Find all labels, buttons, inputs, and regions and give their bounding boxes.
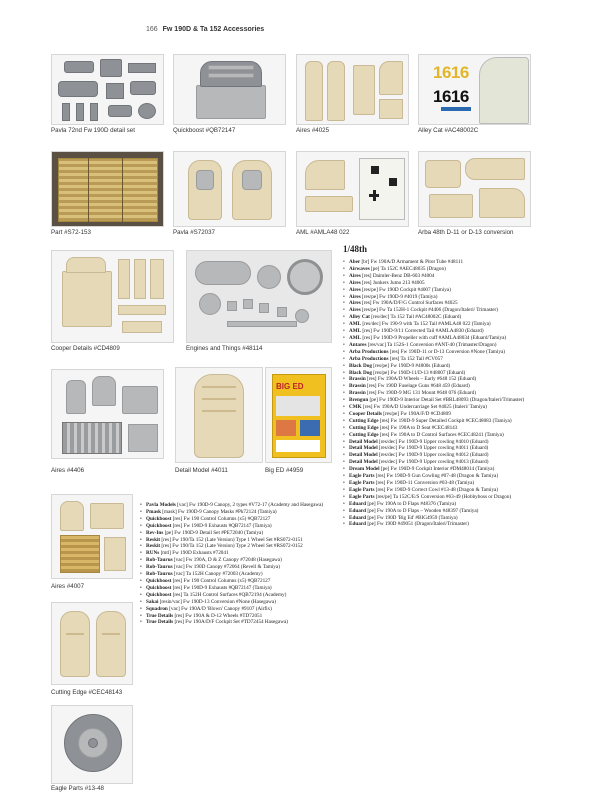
list-item-text: [res] Fw 190 Control Columns (x5) #QB72127 [171, 577, 271, 584]
list-item-text: [res/dec] Fw 190-9 with Ta 152 Tail #AMLA48 022 (Tamiya) [361, 321, 491, 328]
list-item [140, 530, 336, 537]
photo-part-s72-153 [51, 151, 164, 227]
list-item-text: [pe] Fw 190A to D Flaps – Wooden #48397 (Tamiya) [366, 507, 479, 514]
list-item-text: [vac] Fw 190D Canopy #72064 (Revell & Tamiya) [172, 564, 280, 571]
list-item [343, 501, 553, 508]
list-item [343, 273, 553, 280]
list-item [343, 397, 553, 404]
list-item-text: [res/dec] Ta 152 Tail #AC48002C (Eduard) [369, 314, 462, 321]
list-item-maker: Airwaves [349, 265, 370, 272]
list-item [140, 619, 336, 626]
list-item-text: [vac] Fw 190A, D & Z Canopy #72048 (Hasegawa) [172, 557, 282, 564]
list-item-maker: Pmask [146, 508, 161, 515]
photo-caption: Eagle Parts #13-48 [51, 785, 104, 792]
page-number: 166 [146, 26, 158, 33]
list-item-maker: Detail Model [349, 445, 378, 452]
list-item-text: [res] Fw 190D-9 Exhausts #QB72147 (Tamiya) [171, 584, 272, 591]
product-list-right [343, 259, 553, 528]
list-item-maker: Arba Productions [349, 348, 389, 355]
list-item [343, 335, 553, 342]
page-title: Fw 190D & Ta 152 Accessories [162, 26, 265, 33]
list-item-maker: Cooper Details [349, 410, 382, 417]
list-item-text: [res] Ta 152 Tail #CV057 [388, 355, 443, 362]
list-item-text: [res] Fw 190D-11 or D-13 Conversion #None (Tamiya) [388, 348, 505, 355]
list-item [343, 425, 553, 432]
list-item-text: [res/pe] Fw 190D-11/D-13 #48007 (Eduard) [371, 369, 466, 376]
photo-cutting-edge-48143 [51, 602, 133, 685]
list-item-maker: Reskit [146, 543, 161, 550]
list-item-maker: Cutting Edge [349, 424, 379, 431]
list-item-maker: Brassin [349, 390, 366, 397]
list-item [343, 418, 553, 425]
decal-number-bottom: 1616 [433, 87, 469, 106]
photo-aires-4406 [51, 369, 164, 459]
list-item-text: [res/dec] Fw 190D-9 Upper cowling #4013 (Eduard) [377, 459, 489, 466]
list-item-maker: Aires [349, 300, 361, 307]
list-item-maker: AML [349, 334, 362, 341]
list-item-text: [pe] Fw 190D #49051 (Dragon/Italeri/Trimaster) [366, 521, 469, 528]
list-item-text: [res] Fw 190D-9/11 Corrected Tail #AMLA4830 (Eduard) [361, 328, 484, 335]
list-item-maker: Eduard [349, 500, 367, 507]
photo-caption: Alley Cat #AC48002C [418, 127, 479, 134]
list-item-text: [res] Fw 190A & D-12 Wheels #TD72051 [173, 612, 263, 619]
list-item [140, 606, 336, 613]
list-item-text: [res] Fw 190D-9 Super Detailed Cockpit #CEC48083 (Tamiya) [378, 417, 512, 424]
photo-caption: Aires #4406 [51, 467, 85, 474]
photo-caption: Pavla 72nd Fw 190D detail set [51, 127, 135, 134]
photo-pavla-72nd [51, 54, 164, 125]
list-item-maker: Black Dog [349, 362, 372, 369]
list-item-text: [pe] Fw 190D-9 Interior Detail Set #BRL48093 (Dragon/Italeri/Trimaster) [368, 397, 525, 404]
list-item [343, 328, 553, 335]
list-item [140, 509, 336, 516]
list-item-maker: Brengun [349, 397, 369, 404]
photo-arba-48th [418, 151, 531, 227]
list-item [140, 502, 336, 509]
photo-big-ed-4959 [265, 367, 332, 463]
list-item-maker: True Details [146, 612, 174, 619]
decal-number-top: 1616 [433, 63, 469, 82]
list-item [140, 523, 336, 530]
photo-cooper-details [51, 250, 174, 343]
list-item-text: [res] Ta 152H Control Surfaces #QB72194 (Academy) [171, 591, 287, 598]
list-item-text: [res] Fw 190D-11 Conversion #03-48 (Tamiya) [374, 480, 475, 486]
list-item-text: [resin/vac] Fw 190D-13 Conversion #None (Hasegawa) [158, 598, 276, 605]
photo-caption: Aires #4025 [296, 127, 330, 134]
list-item [343, 411, 553, 418]
list-item-maker: Antares [349, 341, 367, 348]
list-item-maker: Brassin [349, 383, 366, 390]
list-item-text: [res/pe] Fw 190D-9 #4800s (Eduard) [371, 362, 451, 369]
list-item-maker: RUNs [146, 550, 160, 557]
photo-caption: Quickboost #QB72147 [173, 127, 236, 134]
list-item-text: [res/pe] Ta 152C/E/S Conversion #63-49 (Hobbyboss or Dragon) [374, 493, 512, 500]
list-item-maker: Cutting Edge [349, 431, 379, 438]
list-item-text: [res/pe] Fw Ta 152H-1 Cockpit #4406 (Dragon/Italeri/ Trimaster) [360, 307, 498, 314]
list-item-text: [res] Fw 190/Ta 152 (Late Version) Type 1 Wheel Set #RS072-0151 [160, 536, 303, 543]
photo-caption: Arba 48th D-11 or D-13 conversion [418, 229, 514, 236]
list-item [343, 521, 553, 528]
list-item-maker: True Details [146, 619, 174, 626]
photo-aires-4025 [296, 54, 409, 125]
list-item [343, 508, 553, 515]
list-item-text: [res/pe] Fw 190D-9 #4019 (Tamiya) [360, 293, 438, 300]
list-item [343, 494, 553, 501]
list-item-maker: Quickboost [146, 577, 172, 584]
list-item-maker: Aires [349, 279, 361, 286]
list-item-maker: Alley Cat [349, 314, 370, 321]
list-item-text: [res/dec] Fw 190D-9 Upper cowling #4012 (Eduard) [377, 452, 489, 459]
list-item-maker: Arba Productions [349, 355, 389, 362]
list-item-text: [res] Junkers Jumo 213 #4005 [360, 279, 425, 286]
photo-eagle-parts-13-48 [51, 705, 133, 784]
list-item-maker: Detail Model [349, 452, 378, 459]
list-item-maker: Eagle Parts [349, 493, 375, 500]
list-item-text: [res/dec] Fw 190D-9 Upper cowling #4011 (Eduard) [377, 445, 489, 452]
photo-alley-cat [418, 54, 531, 125]
list-item-maker: Dream Model [349, 466, 380, 473]
list-item-text: [res] Fw 190 Control Columns (x5) #QB72127 [171, 515, 271, 522]
list-item-maker: Eduard [349, 507, 367, 514]
list-item-maker: Sakai [146, 598, 159, 605]
list-item [343, 342, 553, 349]
list-item [140, 585, 336, 592]
list-item [343, 259, 553, 266]
list-item-maker: Aires [349, 286, 361, 293]
list-item-maker: Aber [349, 259, 361, 265]
list-item [140, 543, 336, 550]
list-item [343, 287, 553, 294]
list-item-text: [mask] Fw 190D-9 Canopy Masks #Pk72124 (Tamiya) [161, 508, 277, 515]
list-item-text: [res/pe] Fw 190A/F/D #CD4809 [381, 410, 451, 417]
list-item-maker: Quickboost [146, 584, 172, 591]
list-item [140, 516, 336, 523]
list-item-maker: Rob-Taurus [146, 564, 173, 571]
list-item-maker: Eagle Parts [349, 486, 375, 493]
list-item-text: [res] Daimler-Benz DB-603 #4004 [360, 272, 435, 279]
list-item-text: [res] Fw 190D-9 Exhausts #QB72147 (Tamiya) [171, 522, 272, 529]
list-item [343, 356, 553, 363]
photo-aires-4007 [51, 494, 133, 579]
list-item [140, 592, 336, 599]
photo-caption: Cooper Details #CD4809 [51, 345, 120, 352]
list-item [343, 266, 553, 273]
list-item-maker: Black Dog [349, 369, 372, 376]
list-item [343, 480, 553, 487]
list-item-maker: Detail Model [349, 438, 378, 445]
photo-engines-and-things [186, 250, 332, 343]
list-item-maker: Eduard [349, 521, 367, 528]
list-item-maker: AML [349, 328, 362, 335]
photo-caption: Aires #4007 [51, 583, 85, 590]
list-item-text: [pe] Fw 190D-9 Detail Set #PE72040 (Tamiya) [163, 529, 264, 536]
list-item-text: [res] Fw 190D-9 MG 131 Mount #648 076 (Eduard) [365, 390, 476, 397]
list-item [343, 473, 553, 480]
list-item-maker: Cutting Edge [349, 417, 379, 424]
list-item-text: [pe] Fw 190A to D Flaps #48376 (Tamiya) [366, 500, 457, 507]
list-item-maker: Detail Model [349, 459, 378, 466]
photo-caption: Part #S72-153 [51, 229, 91, 236]
section-title: 1/48th [343, 244, 368, 254]
list-item-maker: Pavla Models [146, 502, 176, 508]
list-item-maker: Eagle Parts [349, 473, 375, 480]
list-item [343, 280, 553, 287]
list-item-maker: CMK [349, 404, 362, 411]
list-item [140, 578, 336, 585]
list-item-maker: Eagle Parts [349, 480, 375, 486]
list-item-maker: Quickboost [146, 591, 172, 598]
list-item [140, 599, 336, 606]
list-item-text: [res] Fw 190D Fuselage Guns #648 459 (Eduard) [365, 383, 470, 390]
list-item-text: [vac] Fw 190A/D 'Blown' Canopy #9107 (Airfix) [167, 605, 272, 612]
list-item-text: [res] Fw 190A to D Control Surfaces #CEC48241 (Tamiya) [378, 431, 504, 438]
list-item-text: [vac] Ta 152H Canopy #72003 (Academy) [172, 571, 263, 578]
page-header [146, 26, 264, 33]
list-item-text: [res] Fw 190D-9 Correct Cowl #13-48 (Dragon & Tamiya) [374, 486, 499, 493]
product-list-left [140, 502, 336, 626]
list-item-text: [res] Fw 190A/D Undercarriage Set #4025 (Italeri/ Tamiya) [361, 404, 487, 411]
list-item-text: [res] Fw 190/Ta 152 (Late Version) Type 2 Wheel Set #RS072-0152 [160, 543, 303, 550]
photo-caption: Engines and Things #48114 [186, 345, 263, 352]
list-item-maker: Aires [349, 307, 361, 314]
list-item-maker: Squadron [146, 605, 168, 612]
list-item [343, 432, 553, 439]
list-item [140, 571, 336, 578]
photo-caption: Cutting Edge #CEC48143 [51, 689, 123, 696]
list-item-maker: Aires [349, 293, 361, 300]
list-item-text: [br] Fw 190A/D Armament & Pitot Tube #48111 [360, 259, 464, 265]
list-item-text: [res] Fw 190A/D/F Cockpit Set #TD72454 Hasegawa) [173, 619, 288, 626]
list-item [343, 349, 553, 356]
photo-aml-48022 [296, 151, 409, 227]
list-item-text: [res] Fw 190A/D/F/G Control Surfaces #4025 [360, 300, 458, 307]
list-item-maker: Reskit [146, 536, 161, 543]
list-item-maker: Quickboost [146, 515, 172, 522]
list-item-maker: Rob-Taurus [146, 557, 173, 564]
list-item [343, 487, 553, 494]
photo-caption: Pavla #S72037 [173, 229, 215, 236]
list-item-text: [res] Fw 190A/D Wheels – Early #648 152 (Eduard) [365, 376, 477, 383]
list-item-maker: Quickboost [146, 522, 172, 529]
photo-quickboost-72147 [173, 54, 286, 125]
list-item-text: [mtl] Fw 190D Exhausts #72041 [159, 550, 229, 557]
list-item [343, 363, 553, 370]
list-item-text: [pe] Ta 152C #AEC48035 (Dragon) [369, 265, 446, 272]
list-item-text: [res] Fw 190A to D Seat #CEC48143 [378, 424, 458, 431]
list-item-text: [pe] Fw 190D 'Big Ed' #BIG4959 (Tamiya) [366, 514, 458, 521]
list-item-text: [pe] Fw 190D-9 Cockpit Interior #DM48014 (Tamiya) [379, 466, 495, 473]
photo-caption: Big ED #4959 [265, 467, 304, 474]
list-item-maker: Eduard [349, 514, 367, 521]
photo-pavla-s72037 [173, 151, 286, 227]
list-item-maker: Rev-Ins [146, 529, 164, 536]
list-item-maker: Aires [349, 272, 361, 279]
list-item [343, 404, 553, 411]
photo-caption: AML #AMLA48 022 [296, 229, 350, 236]
list-item-text: [res] Fw 190D-9 Propeller with cuff #AMLA48034 (Eduard/Tamiya) [361, 334, 507, 341]
photo-caption: Detail Model #4011 [175, 467, 228, 474]
big-ed-label: BIG ED [276, 382, 304, 391]
list-item-text: [vac] Fw 190D-9 Canopy, 2 types #V72-17 (Academy and Hasegawa) [175, 502, 324, 508]
photo-detail-model-4011 [175, 367, 263, 463]
list-item-maker: Brassin [349, 376, 366, 383]
list-item-text: [res/vac] Ta 152S-1 Conversion #ANT-40 (Trimaster/Dragon) [366, 341, 497, 348]
list-item-maker: AML [349, 321, 362, 328]
list-item-text: [res] Fw 190D-9 Gun Cowling #07-48 (Dragon & Tamiya) [374, 473, 499, 480]
list-item-text: [res/dec] Fw 190D-9 Upper cowling #4010 (Eduard) [377, 438, 489, 445]
list-item-text: [res/pe] Fw 190D Cockpit #4007 (Tamiya) [360, 286, 451, 293]
list-item-maker: Rob-Taurus [146, 571, 173, 578]
